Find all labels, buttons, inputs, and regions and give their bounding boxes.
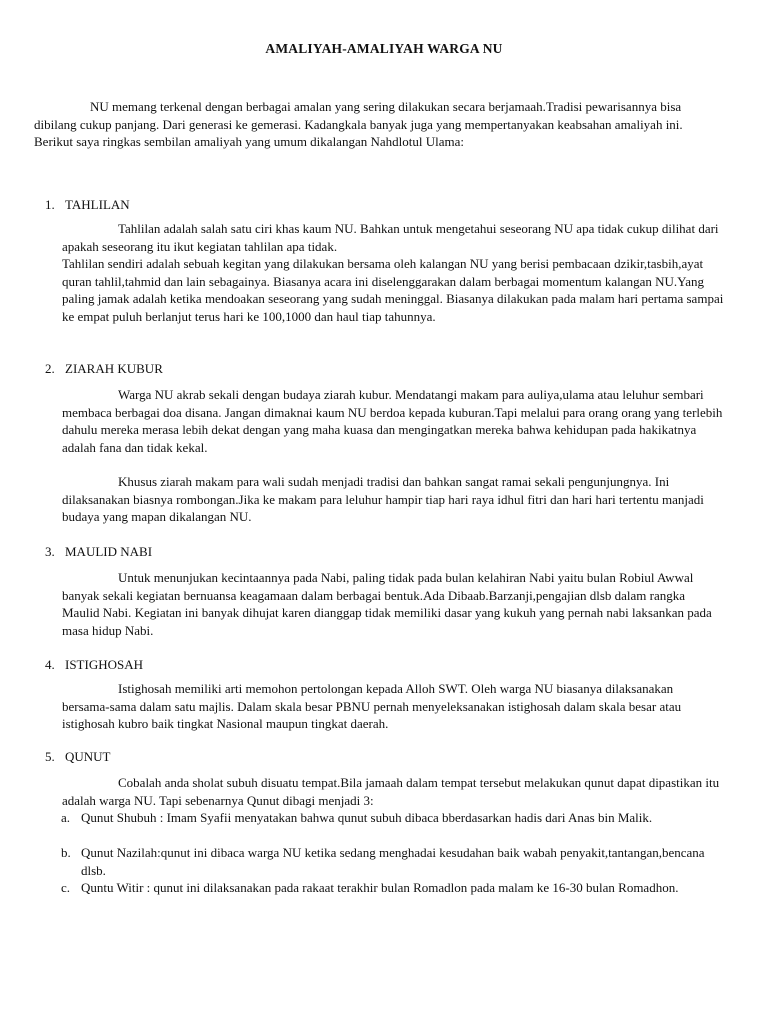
list-item-text: Qunut Shubuh : Imam Syafii menyatakan bahwa qunut subuh dibaca bberdasarkan hadis dari Anas bin Malik.: [81, 810, 653, 825]
section-heading-istighosah: [45, 656, 143, 674]
section-heading-maulid-nabi: [45, 543, 152, 561]
list-item: [61, 809, 721, 827]
section-title: ZIARAH KUBUR: [65, 361, 163, 376]
tahlilan-paragraph-2: Tahlilan sendiri adalah sebuah kegitan yang dilakukan bersama oleh kalangan NU yang berisi pembacaan dzikir,tasbih,ayat quran tahlil,tahmid dan lain sebagainya. Biasanya acara ini diselenggarakan dalam berbagai momentum kalangan NU.Yang paling jamak adalah ketika mendoakan seseorang yang sudah meninggal. Biasanya dilakukan pada malam hari pertama sampai ke empat puluh berlanjut terus hari ke 100,1000 dan haul tiap tahunnya.: [62, 256, 724, 324]
intro-paragraph: NU memang terkenal dengan berbagai amalan yang sering dilakukan secara berjamaah.Tradisi pewarisannya bisa dibilang cukup panjang. Dari generasi ke gemerasi. Kadangkala banyak juga yang mempertanyakan keabsahan amaliyah ini. Berikut saya ringkas sembilan amaliyah yang umum dikalangan Nahdlotul Ulama:: [34, 99, 683, 149]
section-title: ISTIGHOSAH: [65, 657, 143, 672]
section-heading-tahlilan: [45, 196, 130, 214]
ziarah-paragraph-2: Khusus ziarah makam para wali sudah menjadi tradisi dan bahkan sangat ramai sekali pengunjungnya. Ini dilaksanakan biasnya rombongan.Jika ke makam para leluhur hampir tiap hari raya idhul fitri dan hari hari tertentu manjadi budaya yang mapan dikalangan NU.: [62, 474, 704, 524]
document-title: AMALIYAH-AMALIYAH WARGA NU: [265, 41, 503, 56]
section-number: 1.: [45, 197, 55, 212]
section-heading-qunut: [45, 748, 111, 766]
section-number: 4.: [45, 657, 55, 672]
list-item-text: Qunut Nazilah:qunut ini dibaca warga NU ketika sedang menghadai kesudahan baik wabah penyakit,tantangan,bencana dlsb.: [81, 845, 705, 878]
section-heading-ziarah-kubur: [45, 360, 163, 378]
maulid-paragraph: Untuk menunjukan kecintaannya pada Nabi, paling tidak pada bulan kelahiran Nabi yaitu bulan Robiul Awwal banyak sekali kegiatan bernuansa keagamaan dalam berbagai bentuk.Ada Dibaab.Barzanji,pengajian dlsb dalam rangka Maulid Nabi. Kegiatan ini banyak dihujat karen dianggap tidak memiliki dasar yang kukuh yang pernah nabi laksankan pada masa hidup Nabi.: [62, 570, 712, 638]
list-item: [61, 844, 721, 879]
istighosah-paragraph: Istighosah memiliki arti memohon pertolongan kepada Alloh SWT. Oleh warga NU biasanya dilaksanakan bersama-sama dalam satu majlis. Dalam skala besar PBNU pernah menyeleksanakan istighosah dalam skala besar atau istighosah kubro baik tingkat Nasional maupun tingkat daerah.: [62, 681, 682, 731]
tahlilan-paragraph-1: Tahlilan adalah salah satu ciri khas kaum NU. Bahkan untuk mengetahui seseorang NU apa tidak cukup dilihat dari apakah seseorang itu ikut kegiatan tahlilan apa tidak.: [62, 221, 719, 254]
section-title: QUNUT: [65, 749, 111, 764]
list-marker: c.: [61, 880, 71, 895]
section-number: 5.: [45, 749, 55, 764]
section-title: TAHLILAN: [65, 197, 130, 212]
section-number: 2.: [45, 361, 55, 376]
section-title: MAULID NABI: [65, 544, 153, 559]
list-marker: b.: [61, 845, 71, 860]
list-item: [61, 879, 721, 897]
ziarah-paragraph-1: Warga NU akrab sekali dengan budaya ziarah kubur. Mendatangi makam para auliya,ulama atau leluhur sembari membaca berbagai doa disana. Jangan dimaknai kaum NU berdoa kepada kuburan.Tapi melalui para orang orang yang terlebih dahulu mereka merasa lebih dekat dengan yang maha kuasa dan mengingatkan mereka bahwa kehidupan pada hakikatnya adalah fana dan tidak kekal.: [62, 387, 723, 455]
list-item-text: Quntu Witir : qunut ini dilaksanakan pada rakaat terakhir bulan Romadlon pada malam ke 16-30 bulan Romadhon.: [81, 880, 679, 895]
section-number: 3.: [45, 544, 55, 559]
qunut-paragraph: Cobalah anda sholat subuh disuatu tempat.Bila jamaah dalam tempat tersebut melakukan qunut dapat dipastikan itu adalah warga NU. Tapi sebenarnya Qunut dibagi menjadi 3:: [62, 775, 720, 808]
list-marker: a.: [61, 810, 71, 825]
